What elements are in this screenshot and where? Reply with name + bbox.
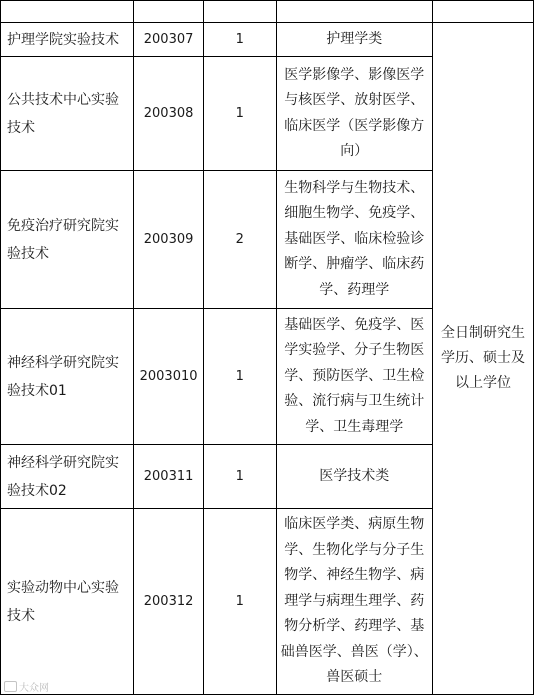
major-requirement: 生物科学与生物技术、细胞生物学、免疫学、基础医学、临床检验诊断学、肿瘤学、临床药学、药理学 (276, 171, 432, 309)
position-name: 公共技术中心实验技术 (1, 57, 134, 171)
hire-count (203, 1, 276, 23)
major-requirement: 医学技术类 (276, 445, 432, 509)
position-name (1, 1, 134, 23)
position-code: 200307 (134, 23, 204, 57)
position-name: 护理学院实验技术 (1, 23, 134, 57)
table-row (1, 1, 534, 23)
position-name: 神经科学研究院实验技术01 (1, 309, 134, 445)
major-requirement: 医学影像学、影像医学与核医学、放射医学、临床医学（医学影像方向） (276, 57, 432, 171)
position-code: 200311 (134, 445, 204, 509)
position-name: 免疫治疗研究院实验技术 (1, 171, 134, 309)
position-code: 2003010 (134, 309, 204, 445)
hire-count: 1 (203, 23, 276, 57)
position-name: 神经科学研究院实验技术02 (1, 445, 134, 509)
position-code: 200309 (134, 171, 204, 309)
education-requirement: 全日制研究生学历、硕士及以上学位 (433, 23, 534, 695)
hire-count: 2 (203, 171, 276, 309)
hire-count: 1 (203, 509, 276, 695)
watermark-text: 大众网 (19, 683, 49, 694)
watermark-logo-icon (4, 681, 17, 692)
hire-count: 1 (203, 445, 276, 509)
watermark (4, 679, 49, 694)
position-code: 200308 (134, 57, 204, 171)
position-name: 实验动物中心实验技术 (1, 509, 134, 695)
table-row (1, 23, 534, 57)
major-requirement: 护理学类 (276, 23, 432, 57)
position-code (134, 1, 204, 23)
hire-count: 1 (203, 309, 276, 445)
major-requirement (276, 1, 432, 23)
position-code: 200312 (134, 509, 204, 695)
hire-count: 1 (203, 57, 276, 171)
major-requirement: 基础医学、免疫学、医学实验学、分子生物医学、预防医学、卫生检验、流行病与卫生统计学、卫生毒理学 (276, 309, 432, 445)
major-requirement: 临床医学类、病原生物学、生物化学与分子生物学、神经生物学、病理学与病理生理学、药物分析学、药理学、基础兽医学、兽医（学）、兽医硕士 (276, 509, 432, 695)
